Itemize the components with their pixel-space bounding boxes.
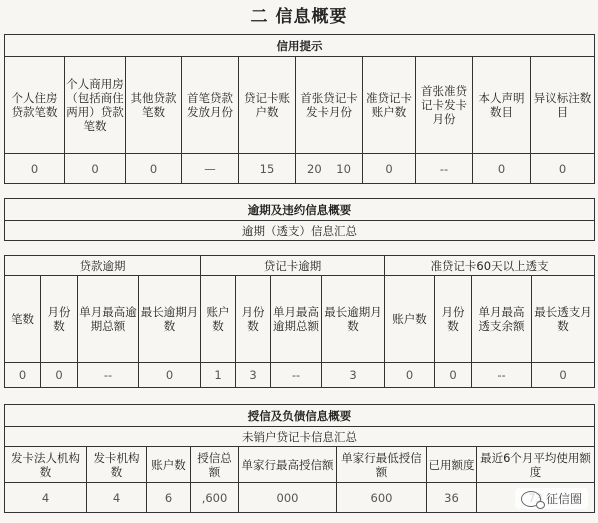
wechat-icon [521,491,541,507]
credit-hints-table [4,34,595,184]
value-cell: 0 [5,363,41,388]
overdue-subtitle: 逾期（透支）信息汇总 [5,221,595,241]
header-cell: 账户数 [201,276,236,363]
header-cell: 单月最高透支余额 [472,276,532,363]
value-cell: 0 [126,154,182,184]
value-cell: 0 [531,154,595,184]
group-credit-card-overdue: 贷记卡逾期 [201,256,385,276]
header-cell: 笔数 [5,276,41,363]
header-cell: 月份数 [236,276,271,363]
header-cell: 最长逾期月数 [139,276,201,363]
header-cell: 最长透支月数 [532,276,595,363]
value-cell: ,600 [191,483,239,513]
header-cell: 发卡机构数 [87,447,147,483]
header-cell: 单月最高逾期总额 [78,276,139,363]
value-cell: 0 [385,363,435,388]
credit-debt-subtitle: 未销户贷记卡信息汇总 [5,427,595,447]
value-cell: 1 [201,363,236,388]
header-cell: 月份数 [435,276,472,363]
header-cell: 发卡法人机构数 [5,447,87,483]
header-cell: 单家行最高授信额 [239,447,337,483]
credit-debt-section-title: 授信及负债信息概要 [5,405,595,427]
value-cell: 0 [363,154,416,184]
value-cell: 15 [239,154,296,184]
watermark [515,488,588,509]
header-cell: 本人声明数目 [473,57,531,154]
value-cell: 0 [473,154,531,184]
value-cell: -- [416,154,473,184]
header-cell: 首笔贷款发放月份 [182,57,239,154]
header-cell: 最近6个月平均使用额度 [477,447,595,483]
header-cell: 个人商用房（包括商住两用）贷款笔数 [65,57,126,154]
value-cell: 3 [236,363,271,388]
value-cell: 0 [5,154,65,184]
value-cell: 0 [532,363,595,388]
value-cell: 4 [5,483,87,513]
value-cell: — [182,154,239,184]
value-cell: 600 [337,483,427,513]
header-cell: 账户数 [147,447,191,483]
header-cell: 单月最高逾期总额 [271,276,322,363]
header-cell: 账户数 [385,276,435,363]
overdue-detail-table [4,255,595,388]
header-cell: 最长逾期月数 [322,276,385,363]
header-cell: 贷记卡账户数 [239,57,296,154]
value-cell: 000 [239,483,337,513]
value-cell: 3 [322,363,385,388]
header-cell: 其他贷款笔数 [126,57,182,154]
credit-hints-title: 信用提示 [5,35,595,57]
group-loan-overdue: 贷款逾期 [5,256,201,276]
value-cell: -- [472,363,532,388]
value-cell: 4 [87,483,147,513]
credit-debt-table [4,404,595,513]
page-title: 二 信息概要 [250,7,348,27]
group-quasi-credit-card-overdraft: 准贷记卡60天以上透支 [385,256,595,276]
value-cell: 36 [427,483,477,513]
value-cell: 6 [147,483,191,513]
header-cell: 异议标注数目 [531,57,595,154]
value-cell: -- [78,363,139,388]
value-cell: 0 [41,363,78,388]
overdue-section-title: 逾期及违约信息概要 [5,199,595,221]
header-cell: 授信总额 [191,447,239,483]
header-cell: 首张贷记卡发卡月份 [296,57,363,154]
header-cell: 月份数 [41,276,78,363]
header-cell: 首张准贷记卡发卡月份 [416,57,473,154]
header-cell: 单家行最低授信额 [337,447,427,483]
header-cell: 个人住房贷款笔数 [5,57,65,154]
watermark-text: 征信圈 [545,492,582,506]
value-cell: -- [271,363,322,388]
value-cell: 0 [139,363,201,388]
header-cell: 准贷记卡账户数 [363,57,416,154]
overdue-summary-table [4,198,595,241]
header-cell: 已用额度 [427,447,477,483]
value-cell: 20 10 [296,154,363,184]
value-cell: 0 [65,154,126,184]
value-cell: 0 [435,363,472,388]
